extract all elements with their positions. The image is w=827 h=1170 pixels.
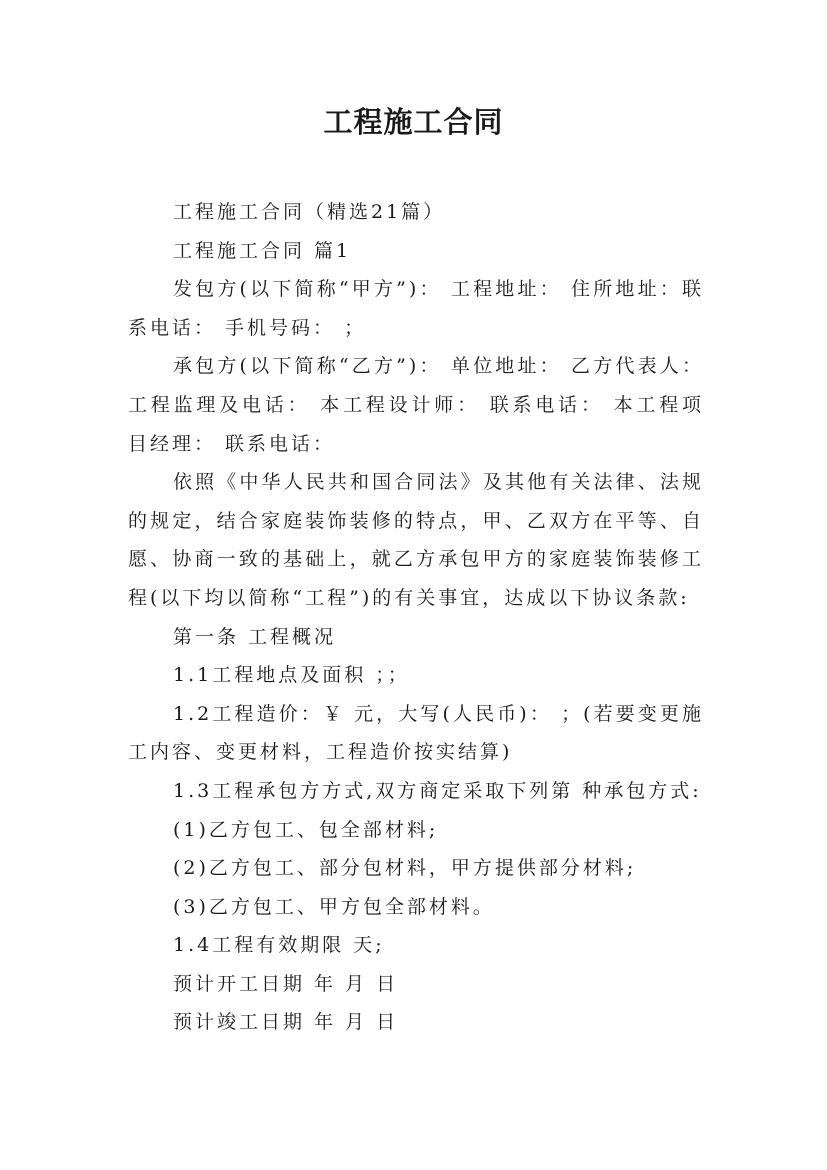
paragraph-clause-1-4: 1.4工程有效期限 天;	[173, 934, 385, 957]
paragraph-clause-1-2: 1.2工程造价：￥ 元，大写(人民币)： ；(若要变更施工内容、变更材料，工程造价按实结算)	[128, 702, 704, 764]
paragraph-option-1: (1)乙方包工、包全部材料;	[173, 818, 439, 841]
paragraph-preamble: 依照《中华人民共和国合同法》及其他有关法律、法规的规定，结合家庭装饰装修的特点，甲、乙双方在平等、自愿、协商一致的基础上，就乙方承包甲方的家庭装饰装修工程(以下均以简称“工程”)的有关事宜，达成以下协议条款:	[128, 471, 704, 609]
paragraph-clause-1-3: 1.3工程承包方方式,双方商定采取下列第 种承包方式:	[173, 779, 702, 802]
paragraph-option-3: (3)乙方包工、甲方包全部材料。	[173, 895, 495, 918]
paragraph-article-1: 第一条 工程概况	[173, 625, 337, 648]
document-title: 工程施工合同	[323, 105, 504, 139]
document-body	[128, 193, 704, 1042]
paragraph-party-b: 承包方(以下简称“乙方”)： 单位地址： 乙方代表人：工程监理及电话： 本工程设计师： 联系电话： 本工程项目经理： 联系电话：	[128, 355, 704, 455]
paragraph-clause-1-1: 1.1工程地点及面积 ；；	[173, 664, 410, 687]
paragraph-start-date: 预计开工日期 年 月 日	[173, 972, 399, 995]
paragraph-subtitle: 工程施工合同（精选21篇）	[173, 201, 446, 223]
paragraph-option-2: (2)乙方包工、部分包材料，甲方提供部分材料;	[173, 857, 637, 880]
paragraph-section-heading: 工程施工合同 篇1	[173, 239, 352, 262]
paragraph-end-date: 预计竣工日期 年 月 日	[173, 1011, 399, 1034]
paragraph-party-a: 发包方(以下简称“甲方”)： 工程地址： 住所地址：联系电话： 手机号码： ；	[128, 278, 704, 339]
